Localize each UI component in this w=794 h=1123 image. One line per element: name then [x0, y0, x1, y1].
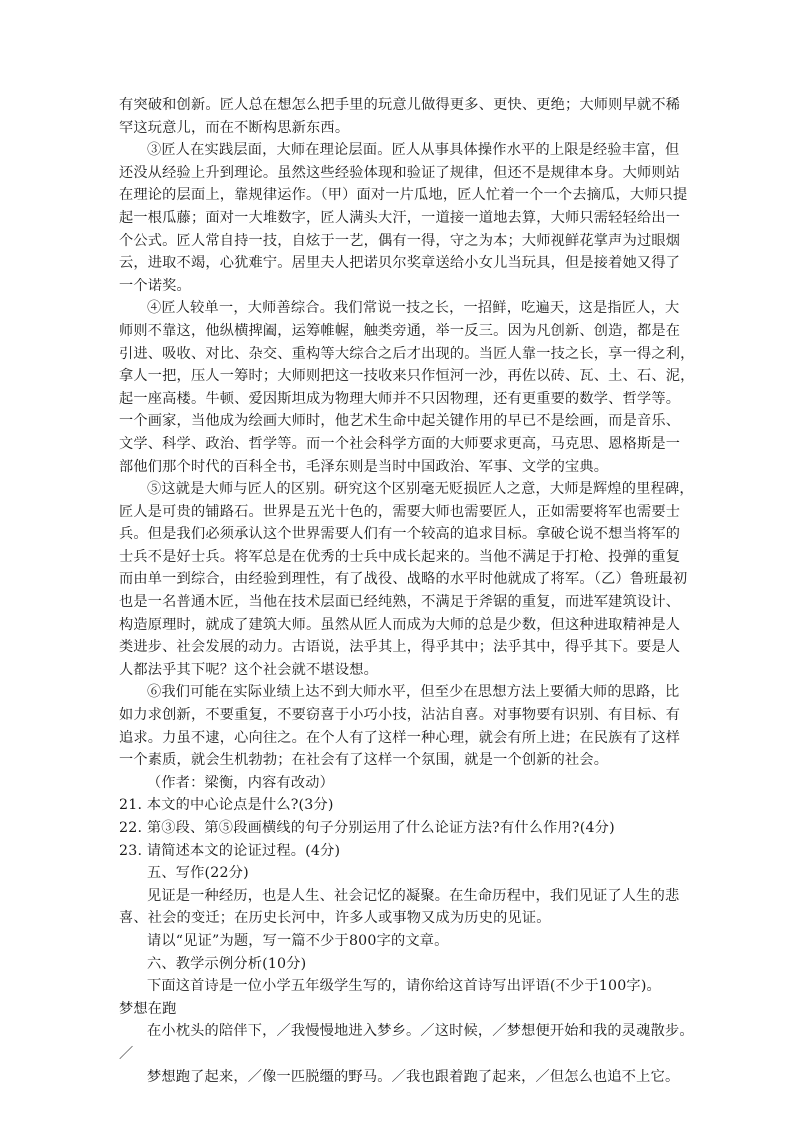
paragraph-5-line: 兵。但是我们必须承认这个世界需要人们有一个较高的追求目标。拿破仑说不想当将军的 [119, 526, 681, 543]
paragraph-5-line: 士兵不是好士兵。将军总是在优秀的士兵中成长起来的。当他不满足于打枪、投弹的重复 [119, 548, 681, 565]
paragraph-4-line: 引进、吸收、对比、杂交、重构等大综合之后才出现的。当匠人靠一技之长，享一得之利， [119, 345, 695, 362]
paragraph-3-line: ③匠人在实践层面，大师在理论层面。匠人从事具体操作水平的上限是经验丰富，但 [147, 142, 680, 159]
paragraph-line: 罕这玩意儿，而在不断构思新东西。 [119, 119, 350, 136]
question-23: 23. 请简述本文的论证过程。(4分) [119, 842, 341, 859]
teaching-prompt: 下面这首诗是一位小学五年级学生写的，请你给这首诗写出评语(不少于100字)。 [147, 978, 661, 995]
question-22: 22. 第③段、第⑤段画横线的句子分别运用了什么论证方法?有什么作用?(4分) [119, 820, 615, 836]
paragraph-4-line: ④匠人较单一，大师善综合。我们常说一技之长，一招鲜，吃遍天，这是指匠人，大 [147, 300, 680, 317]
paragraph-4-line: 起一座高楼。牛顿、爱因斯坦成为物理大师并不只因物理，还有更重要的数学、哲学等。 [119, 390, 681, 407]
teaching-heading: 六、教学示例分析(10分) [147, 955, 307, 972]
paragraph-4-line: 文学、科学、政治、哲学等。而一个社会科学方面的大师要求更高，马克思、恩格斯是一 [119, 435, 681, 452]
poem-title: 梦想在跑 [119, 1000, 177, 1017]
writing-prompt-line: 见证是一种经历，也是人生、社会记忆的凝聚。在生命历程中，我们见证了人生的悲 [147, 887, 680, 904]
question-21: 21. 本文的中心论点是什么?(3分) [119, 797, 334, 814]
poem-line: 梦想跑了起来，／像一匹脱缰的野马。／我也跟着跑了起来，／但怎么也追不上它。 [147, 1068, 680, 1085]
paragraph-3-line: 个公式。匠人常自持一技，自炫于一艺，偶有一得，守之为本；大师视鲜花掌声为过眼烟 [119, 232, 681, 249]
poem-line: 在小枕头的陪伴下，／我慢慢地进入梦乡。／这时候，／梦想便开始和我的灵魂散步。 [147, 1023, 694, 1040]
paragraph-5-line: 人都法乎其下呢？这个社会就不堪设想。 [119, 661, 378, 678]
writing-prompt-line: 喜、社会的变迁；在历史长河中，许多人或事物又成为历史的见证。 [119, 910, 551, 927]
paragraph-3-line: 起一根瓜藤；面对一大堆数字，匠人满头大汗，一道接一道地去算，大师只需轻轻给出一 [119, 209, 681, 226]
paragraph-3-line: 云，进取不竭，心犹难宁。居里夫人把诺贝尔奖章送给小女儿当玩具，但是接着她又得了 [119, 255, 681, 272]
writing-instruction: 请以“见证”为题，写一篇不少于800字的文章。 [147, 932, 449, 949]
paragraph-5-line: 类进步、社会发展的动力。古语说，法乎其上，得乎其中；法乎其中，得乎其下。要是人 [119, 639, 681, 656]
paragraph-5-line: ⑤这就是大师与匠人的区别。研究这个区别毫无贬损匠人之意，大师是辉煌的里程碑， [147, 481, 694, 498]
paragraph-6-line: ⑥我们可能在实际业绩上达不到大师水平，但至少在思想方法上要循大师的思路，比 [147, 684, 680, 701]
document-page [119, 94, 695, 1088]
writing-heading: 五、写作(22分) [147, 865, 249, 882]
paragraph-5-line: 构造原理时，就成了建筑大师。虽然从匠人而成为大师的总是少数，但这种进取精神是人 [119, 616, 681, 633]
paragraph-5-line: 也是一名普通木匠，当他在技术层面已经纯熟，不满足于斧锯的重复，而进军建筑设计、 [119, 594, 681, 611]
poem-line: ／ [119, 1045, 134, 1062]
paragraph-6-line: 追求。力虽不逮，心向往之。在个人有了这样一种心理，就会有所上进；在民族有了这样 [119, 729, 681, 746]
paragraph-3-line: 一个诺奖。 [119, 277, 191, 294]
paragraph-line: 有突破和创新。匠人总在想怎么把手里的玩意儿做得更多、更快、更绝；大师则早就不稀 [119, 97, 681, 113]
paragraph-4-line: 拿人一把，压人一筹时；大师则把这一技收来只作恒河一沙，再佐以砖、瓦、土、石、泥， [119, 368, 695, 385]
author-note: （作者：梁衡，内容有改动） [147, 774, 335, 791]
paragraph-5-line: 而由单一到综合，由经验到理性，有了战役、战略的水平时他就成了将军。（乙）鲁班最初 [119, 571, 688, 588]
paragraph-4-line: 一个画家，当他成为绘画大师时，他艺术生命中起关键作用的早已不是绘画，而是音乐、 [119, 413, 681, 430]
paragraph-4-line: 部他们那个时代的百科全书，毛泽东则是当时中国政治、军事、文学的宝典。 [119, 458, 609, 475]
paragraph-5-line: 匠人是可贵的铺路石。世界是五光十色的，需要大师也需要匠人，正如需要将军也需要士 [119, 503, 681, 520]
paragraph-3-line: 在理论的层面上，靠规律运作。（甲）面对一片瓜地，匠人忙着一个一个去摘瓜，大师只提 [119, 187, 688, 204]
paragraph-4-line: 师则不靠这，他纵横捭阖，运筹帷幄，触类旁通，举一反三。因为凡创新、创造，都是在 [119, 322, 681, 339]
paragraph-6-line: 一个素质，就会生机勃勃；在社会有了这样一个氛围，就是一个创新的社会。 [119, 752, 609, 769]
paragraph-3-line: 还没从经验上升到理论。虽然这些经验体现和验证了规律，但还不是规律本身。大师则站 [119, 164, 681, 181]
paragraph-6-line: 如力求创新，不要重复，不要窃喜于小巧小技，沾沾自喜。对事物要有识别、有目标、有 [119, 707, 681, 724]
